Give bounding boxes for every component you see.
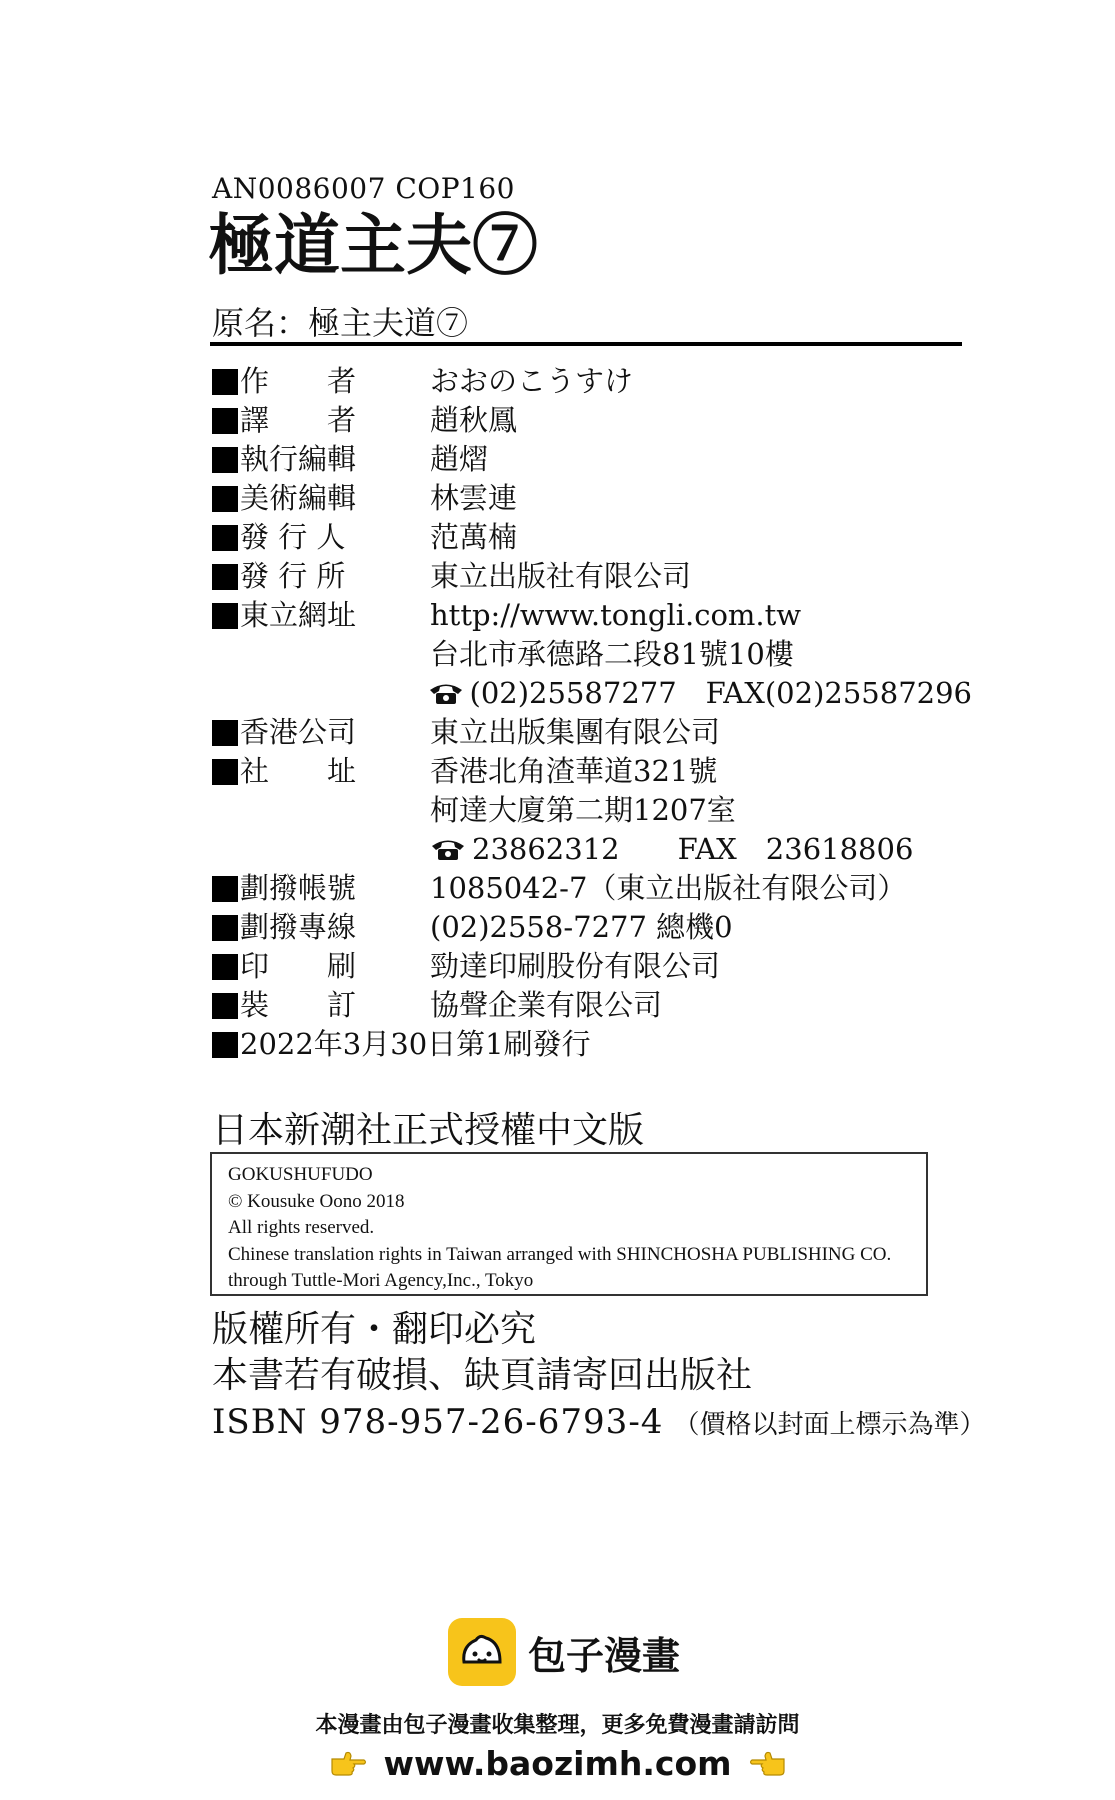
credit-label: 發 行 所 [240, 559, 346, 593]
credit-label-cell [212, 752, 430, 791]
credit-row [212, 674, 972, 713]
credit-row [212, 791, 972, 830]
bullet-square-icon [212, 993, 238, 1019]
credits-list [212, 362, 972, 1064]
credit-label: 美術編輯 [240, 481, 357, 515]
bun-icon [448, 1618, 516, 1686]
credit-row [212, 635, 972, 674]
credit-value-text: 趙熠 [430, 442, 489, 476]
credit-row [212, 986, 972, 1025]
credit-value [430, 713, 720, 752]
credit-row [212, 401, 972, 440]
credit-value-text: (02)25587277 FAX(02)25587296 [469, 676, 972, 710]
credit-label-cell [212, 518, 430, 557]
credit-value-text: 勁達印刷股份有限公司 [430, 949, 721, 983]
credit-row [212, 869, 972, 908]
credit-value [430, 947, 720, 986]
bullet-square-icon [212, 759, 238, 785]
credit-value [430, 401, 517, 440]
credit-label-cell [212, 440, 430, 479]
isbn: ISBN 978-957-26-6793-4 [212, 1402, 664, 1442]
credit-label: 發 行 人 [240, 520, 346, 554]
credit-label: 社 址 [240, 754, 357, 788]
credit-row [212, 713, 972, 752]
license-line: through Tuttle-Mori Agency,Inc., Tokyo [228, 1270, 534, 1291]
credit-value-text: 東立出版社有限公司 [430, 559, 692, 593]
credit-value [430, 596, 801, 635]
credit-label-cell [212, 596, 430, 635]
credit-label-cell [212, 479, 430, 518]
credit-row [212, 479, 972, 518]
credit-label: 印 刷 [240, 949, 357, 983]
credit-value [430, 830, 913, 869]
credit-value [430, 986, 662, 1025]
credit-row [212, 518, 972, 557]
bullet-square-icon [212, 603, 238, 629]
credit-label-cell [212, 557, 430, 596]
credit-label: 東立網址 [240, 598, 357, 632]
bullet-square-icon [212, 369, 238, 395]
credit-row [212, 752, 972, 791]
credit-label-cell [212, 986, 430, 1025]
credit-value-text: 23862312 FAX 23618806 [472, 832, 914, 866]
bullet-square-icon [212, 564, 238, 590]
credit-value [430, 440, 488, 479]
credit-value-text: 1085042-7（東立出版社有限公司） [430, 871, 907, 905]
credit-value [430, 791, 736, 830]
credit-label: 香港公司 [240, 715, 357, 749]
bullet-square-icon [212, 954, 238, 980]
credit-value [430, 518, 517, 557]
credit-row [212, 362, 972, 401]
credit-label: 劃撥專線 [240, 910, 357, 944]
credit-label-cell [212, 713, 430, 752]
bullet-square-icon [212, 525, 238, 551]
credit-value-text: 東立出版集團有限公司 [430, 715, 721, 749]
license-line: All rights reserved. [228, 1217, 375, 1238]
credit-value [430, 869, 906, 908]
watermark-url[interactable]: www.baozimh.com [383, 1744, 732, 1783]
bullet-square-icon [212, 408, 238, 434]
license-line: © Kousuke Oono 2018 [228, 1190, 405, 1212]
watermark-url-row [0, 1744, 1115, 1783]
credit-value-text: 柯達大廈第二期1207室 [430, 793, 736, 827]
bullet-square-icon [212, 447, 238, 473]
credit-label-cell [212, 908, 430, 947]
pointing-hand-left-icon [748, 1751, 786, 1777]
credit-value-text: おおのこうすけ [430, 364, 634, 398]
bullet-square-icon [212, 915, 238, 941]
bullet-square-icon [212, 720, 238, 746]
license-line: GOKUSHUFUDO [228, 1164, 373, 1185]
license-line: Chinese translation rights in Taiwan arranged with SHINCHOSHA PUBLISHING CO. [228, 1243, 892, 1265]
license-box [210, 1152, 928, 1296]
brand-name: 包子漫畫 [528, 1633, 681, 1678]
price-note: （價格以封面上標示為準） [673, 1410, 986, 1440]
rights-reserved: 版權所有・翻印必究 [212, 1309, 537, 1350]
credit-value-text: 台北市承德路二段81號10樓 [430, 637, 794, 671]
credit-label: 執行編輯 [240, 442, 357, 476]
credit-row [212, 557, 972, 596]
credit-label: 作 者 [240, 364, 357, 398]
telephone-icon [430, 837, 466, 861]
pointing-hand-right-icon [330, 1751, 368, 1777]
credit-value [430, 362, 633, 401]
credit-label: 劃撥帳號 [240, 871, 357, 905]
credit-value-text: 香港北角渣華道321號 [430, 754, 718, 788]
credit-value [428, 674, 972, 713]
bullet-square-icon [212, 486, 238, 512]
credit-value [430, 752, 717, 791]
credit-row [212, 830, 972, 869]
credit-value [430, 635, 794, 674]
credit-label-cell [212, 401, 430, 440]
credit-label: 譯 者 [240, 403, 357, 437]
credit-row [212, 440, 972, 479]
bullet-square-icon [212, 1032, 238, 1058]
credit-label-cell [212, 362, 430, 401]
credit-value-text: (02)2558-7277 總機0 [430, 910, 733, 944]
credit-value-text: 林雲連 [430, 481, 518, 515]
original-title: 原名：極主夫道⑦ [212, 304, 469, 342]
credit-label-cell [212, 869, 430, 908]
authorization-line: 日本新潮社正式授權中文版 [212, 1110, 645, 1151]
credit-value [430, 557, 691, 596]
credit-value [430, 479, 517, 518]
title-divider [210, 342, 962, 346]
credit-label: 裝 訂 [240, 988, 357, 1022]
watermark-logo [448, 1618, 680, 1686]
product-code: AN0086007 COP160 [212, 172, 515, 205]
credit-label-cell [212, 947, 430, 986]
watermark-notice: 本漫畫由包子漫畫收集整理，更多免費漫畫請訪問 [315, 1713, 800, 1738]
credit-row [212, 596, 972, 635]
credit-row [212, 908, 972, 947]
book-title: 極道主夫⑦ [208, 206, 538, 284]
isbn-line [212, 1402, 985, 1442]
credit-label: 2022年3月30日第1刷發行 [240, 1027, 591, 1061]
credit-value-text: http://www.tongli.com.tw [430, 598, 802, 632]
bullet-square-icon [212, 876, 238, 902]
damage-notice: 本書若有破損、缺頁請寄回出版社 [212, 1355, 753, 1396]
credit-value-text: 趙秋鳳 [430, 403, 518, 437]
telephone-icon [428, 681, 464, 705]
credit-label-cell [212, 1025, 591, 1064]
rights-block [212, 1307, 752, 1399]
credit-value-text: 協聲企業有限公司 [430, 988, 663, 1022]
credit-value-text: 范萬楠 [430, 520, 518, 554]
credit-row [212, 1025, 972, 1064]
credit-value [430, 908, 733, 947]
credit-row [212, 947, 972, 986]
